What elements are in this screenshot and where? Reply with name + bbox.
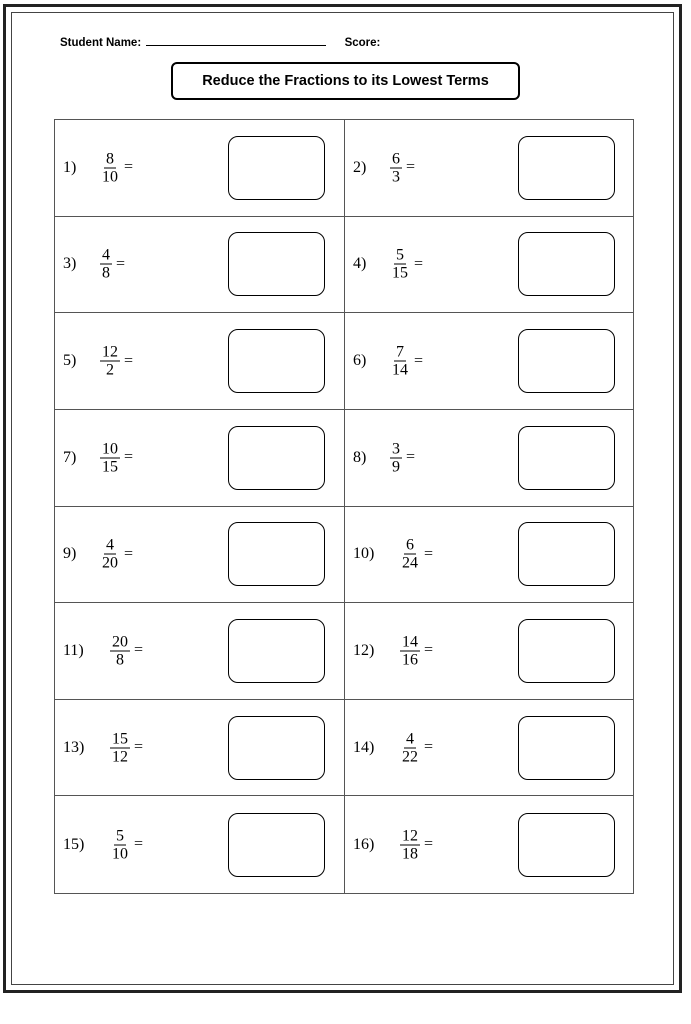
fraction-denominator: 3 bbox=[392, 168, 400, 186]
fraction-numerator: 4 bbox=[102, 246, 110, 264]
problem-grid bbox=[54, 119, 634, 894]
fraction-numerator: 5 bbox=[396, 246, 404, 264]
equals-sign: = bbox=[414, 255, 424, 273]
answer-box[interactable] bbox=[518, 329, 615, 393]
answer-box[interactable] bbox=[228, 136, 325, 200]
equals-sign: = bbox=[406, 448, 416, 466]
fraction-denominator: 12 bbox=[112, 748, 128, 766]
problem-cell bbox=[345, 120, 633, 217]
problem-number: 7) bbox=[63, 448, 77, 466]
fraction-numerator: 10 bbox=[102, 440, 118, 458]
answer-box[interactable] bbox=[518, 619, 615, 683]
fraction-denominator: 10 bbox=[112, 845, 128, 863]
problem-number: 13) bbox=[63, 738, 85, 756]
fraction-denominator: 20 bbox=[102, 554, 118, 572]
fraction bbox=[390, 247, 423, 282]
problem-cell bbox=[345, 410, 633, 507]
fraction bbox=[400, 537, 433, 572]
student-name-label: Student Name: bbox=[60, 37, 142, 49]
fraction bbox=[400, 633, 433, 668]
fraction-numerator: 7 bbox=[396, 343, 404, 361]
answer-box[interactable] bbox=[228, 522, 325, 586]
problem-number: 9) bbox=[63, 545, 77, 563]
equals-sign: = bbox=[424, 641, 434, 659]
student-name-line[interactable] bbox=[146, 33, 326, 46]
fraction-denominator: 8 bbox=[102, 264, 110, 282]
problem-number: 14) bbox=[353, 738, 375, 756]
problem-number: 16) bbox=[353, 835, 375, 853]
equals-sign: = bbox=[124, 352, 134, 370]
fraction bbox=[390, 150, 415, 185]
worksheet-header bbox=[60, 33, 380, 49]
fraction-denominator: 22 bbox=[402, 748, 418, 766]
fraction bbox=[110, 827, 143, 862]
fraction-denominator: 14 bbox=[392, 361, 408, 379]
score-label: Score: bbox=[344, 37, 381, 49]
fraction bbox=[100, 344, 133, 379]
answer-box[interactable] bbox=[228, 716, 325, 780]
problem-cell bbox=[55, 796, 345, 893]
problem-number: 2) bbox=[353, 158, 367, 176]
equals-sign: = bbox=[124, 158, 134, 176]
problem-cell bbox=[55, 410, 345, 507]
fraction-denominator: 16 bbox=[402, 651, 418, 669]
fraction-numerator: 4 bbox=[106, 536, 114, 554]
fraction bbox=[100, 537, 133, 572]
fraction-denominator: 2 bbox=[106, 361, 114, 379]
worksheet-title: Reduce the Fractions to its Lowest Terms bbox=[171, 62, 520, 100]
fraction-denominator: 9 bbox=[392, 458, 400, 476]
fraction-numerator: 3 bbox=[392, 440, 400, 458]
problem-number: 10) bbox=[353, 545, 375, 563]
fraction bbox=[100, 247, 125, 282]
fraction-denominator: 15 bbox=[392, 264, 408, 282]
problem-cell bbox=[345, 603, 633, 700]
answer-box[interactable] bbox=[228, 329, 325, 393]
fraction-denominator: 8 bbox=[116, 651, 124, 669]
problem-cell bbox=[55, 507, 345, 604]
fraction-numerator: 15 bbox=[112, 730, 128, 748]
fraction-numerator: 5 bbox=[116, 827, 124, 845]
problem-number: 11) bbox=[63, 641, 84, 659]
problem-number: 3) bbox=[63, 255, 77, 273]
fraction-numerator: 8 bbox=[106, 150, 114, 168]
problem-cell bbox=[345, 313, 633, 410]
fraction-numerator: 6 bbox=[392, 150, 400, 168]
problem-cell bbox=[55, 120, 345, 217]
problem-cell bbox=[55, 603, 345, 700]
fraction bbox=[400, 730, 433, 765]
fraction bbox=[110, 730, 143, 765]
equals-sign: = bbox=[406, 158, 416, 176]
fraction bbox=[110, 633, 143, 668]
equals-sign: = bbox=[414, 352, 424, 370]
fraction-denominator: 15 bbox=[102, 458, 118, 476]
equals-sign: = bbox=[134, 835, 144, 853]
equals-sign: = bbox=[424, 545, 434, 563]
answer-box[interactable] bbox=[518, 232, 615, 296]
fraction-numerator: 20 bbox=[112, 633, 128, 651]
fraction-numerator: 12 bbox=[102, 343, 118, 361]
problem-cell bbox=[345, 217, 633, 314]
problem-number: 5) bbox=[63, 352, 77, 370]
fraction-denominator: 10 bbox=[102, 168, 118, 186]
problem-cell bbox=[55, 217, 345, 314]
fraction-numerator: 14 bbox=[402, 633, 418, 651]
problem-number: 12) bbox=[353, 641, 375, 659]
answer-box[interactable] bbox=[518, 136, 615, 200]
answer-box[interactable] bbox=[228, 426, 325, 490]
fraction-numerator: 12 bbox=[402, 827, 418, 845]
equals-sign: = bbox=[116, 255, 126, 273]
problem-number: 15) bbox=[63, 835, 85, 853]
fraction bbox=[100, 150, 133, 185]
answer-box[interactable] bbox=[518, 426, 615, 490]
equals-sign: = bbox=[124, 545, 134, 563]
problem-cell bbox=[55, 313, 345, 410]
problem-number: 4) bbox=[353, 255, 367, 273]
problem-cell bbox=[345, 507, 633, 604]
problem-cell bbox=[345, 796, 633, 893]
equals-sign: = bbox=[424, 738, 434, 756]
fraction-numerator: 4 bbox=[406, 730, 414, 748]
equals-sign: = bbox=[424, 835, 434, 853]
fraction-numerator: 6 bbox=[406, 536, 414, 554]
equals-sign: = bbox=[124, 448, 134, 466]
fraction bbox=[390, 344, 423, 379]
answer-box[interactable] bbox=[228, 813, 325, 877]
answer-box[interactable] bbox=[518, 813, 615, 877]
problem-number: 8) bbox=[353, 448, 367, 466]
equals-sign: = bbox=[134, 738, 144, 756]
answer-box[interactable] bbox=[228, 619, 325, 683]
equals-sign: = bbox=[134, 641, 144, 659]
problem-number: 6) bbox=[353, 352, 367, 370]
fraction bbox=[390, 440, 415, 475]
answer-box[interactable] bbox=[518, 716, 615, 780]
fraction-denominator: 24 bbox=[402, 554, 418, 572]
answer-box[interactable] bbox=[228, 232, 325, 296]
fraction-denominator: 18 bbox=[402, 845, 418, 863]
fraction bbox=[100, 440, 133, 475]
problem-number: 1) bbox=[63, 158, 77, 176]
problem-cell bbox=[55, 700, 345, 797]
fraction bbox=[400, 827, 433, 862]
answer-box[interactable] bbox=[518, 522, 615, 586]
problem-cell bbox=[345, 700, 633, 797]
